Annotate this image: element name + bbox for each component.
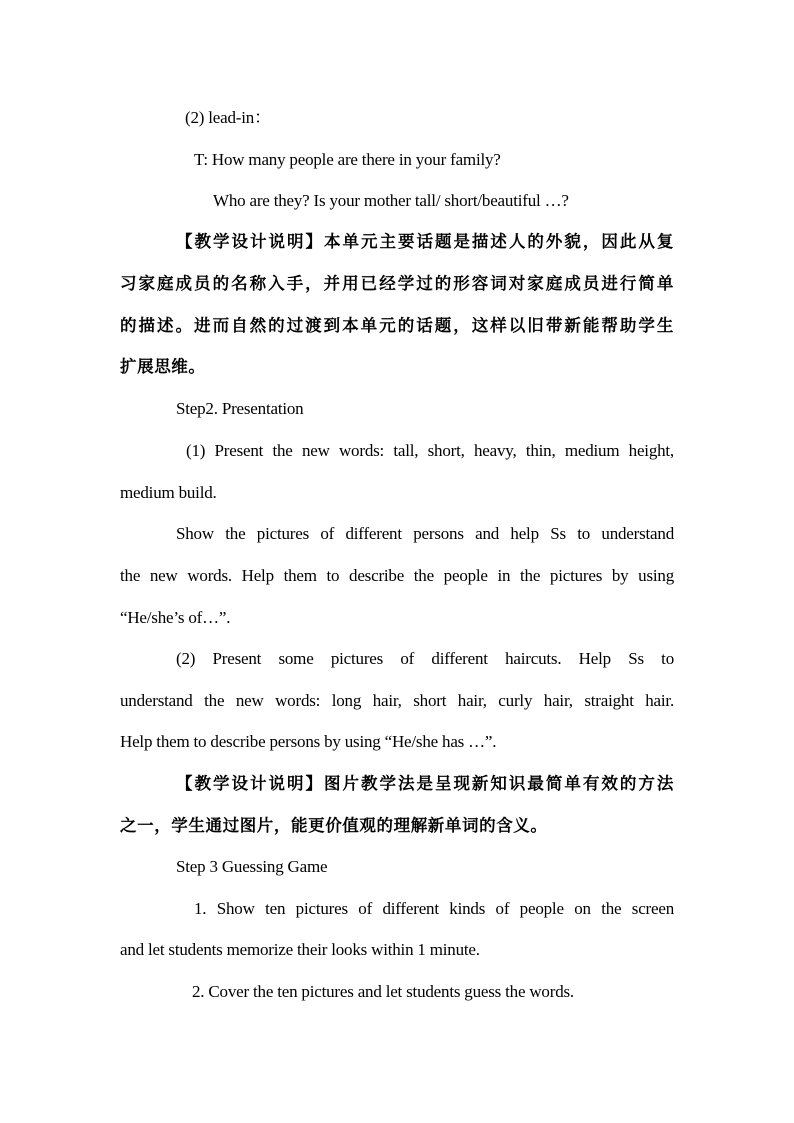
design-note-1-line-3: 的描述。进而自然的过渡到本单元的话题，这样以旧带新能帮助学生	[120, 316, 674, 335]
question-line-1: T: How many people are there in your family?	[194, 150, 501, 169]
design-note-2-line-1: 【教学设计说明】图片教学法是呈现新知识最简单有效的方法	[176, 774, 674, 793]
step2-item1-line-1: (1) Present the new words: tall, short, heavy, thin, medium height,	[186, 441, 674, 460]
step2-show-line-2: the new words. Help them to describe the people in the pictures by using	[120, 566, 674, 585]
step3-item1-line-1: 1. Show ten pictures of different kinds of people on the screen	[194, 899, 674, 918]
step3-item1-line-2: and let students memorize their looks within 1 minute.	[120, 940, 480, 959]
step2-item2-line-3: Help them to describe persons by using “He/she has …”.	[120, 732, 497, 751]
question-line-2: Who are they? Is your mother tall/ short/beautiful …?	[213, 191, 569, 210]
design-note-1-line-1: 【教学设计说明】本单元主要话题是描述人的外貌，因此从复	[176, 232, 674, 251]
design-note-1-line-2: 习家庭成员的名称入手，并用已经学过的形容词对家庭成员进行简单	[120, 274, 674, 293]
step2-item1-line-2: medium build.	[120, 483, 217, 502]
step3-item2: 2. Cover the ten pictures and let students guess the words.	[192, 982, 574, 1001]
step2-heading: Step2. Presentation	[176, 399, 304, 418]
step2-item2-line-2: understand the new words: long hair, short hair, curly hair, straight hair.	[120, 691, 674, 710]
step3-heading: Step 3 Guessing Game	[176, 857, 328, 876]
step2-show-line-1: Show the pictures of different persons and help Ss to understand	[176, 524, 674, 543]
lead-in-heading: (2) lead-in：	[185, 108, 271, 127]
step2-show-line-3: “He/she’s of…”.	[120, 608, 231, 627]
design-note-1-line-4: 扩展思维。	[120, 357, 206, 376]
step2-item2-line-1: (2) Present some pictures of different haircuts. Help Ss to	[176, 649, 674, 668]
design-note-2-line-2: 之一，学生通过图片，能更价值观的理解新单词的含义。	[120, 816, 548, 835]
